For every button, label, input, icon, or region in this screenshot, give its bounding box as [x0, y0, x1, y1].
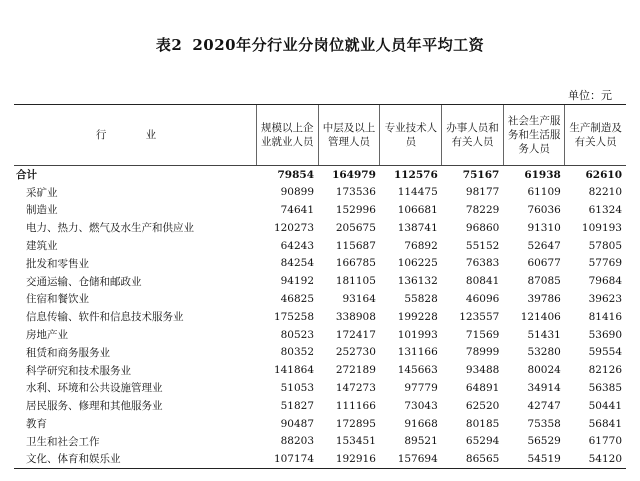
wage-cell: 109193	[581, 221, 622, 234]
wage-cell: 192916	[318, 450, 380, 468]
table-row	[14, 361, 626, 379]
table-row	[14, 237, 626, 255]
wage-cell: 82210	[588, 186, 622, 199]
table-row	[14, 432, 626, 450]
wage-cell: 166785	[335, 257, 376, 270]
unit-label: 单位：元	[568, 89, 612, 102]
wage-cell: 61938	[524, 168, 561, 181]
wage-cell: 65294	[465, 435, 500, 448]
wage-cell: 62520	[465, 399, 500, 412]
industry-name: 房地产业	[26, 329, 68, 342]
header-row	[14, 105, 626, 166]
table-row	[14, 219, 626, 237]
wage-cell: 88203	[280, 435, 315, 448]
table-number: 表2	[155, 36, 183, 54]
wage-cell: 93488	[465, 364, 500, 377]
wage-cell: 90487	[280, 417, 315, 430]
wage-cell: 46825	[280, 292, 315, 305]
wage-cell: 51431	[527, 328, 561, 341]
wage-cell: 98177	[465, 186, 500, 199]
wage-cell: 76036	[527, 203, 561, 216]
wage-cell: 79854	[277, 168, 315, 181]
wage-cell: 71569	[465, 328, 500, 341]
wage-cell: 131166	[397, 346, 438, 359]
wage-cell: 80185	[465, 417, 500, 430]
table-row	[14, 201, 626, 219]
wage-cell: 60677	[527, 257, 561, 270]
wage-cell: 39623	[588, 292, 622, 305]
wage-cell: 91310	[527, 221, 561, 234]
wage-cell: 50441	[588, 399, 622, 412]
wage-cell: 181105	[335, 275, 376, 288]
wage-cell: 54120	[565, 450, 626, 468]
wage-cell: 62610	[585, 168, 622, 181]
wage-cell: 111166	[335, 399, 376, 412]
industry-name: 租赁和商务服务业	[26, 346, 110, 359]
header-clerks: 办事人员和有关人员	[442, 105, 504, 166]
wage-cell: 164979	[332, 168, 376, 181]
table-row	[14, 450, 626, 468]
wage-table	[14, 104, 626, 469]
wage-cell: 57769	[588, 257, 622, 270]
wage-cell: 91668	[404, 417, 438, 430]
wage-cell: 64243	[280, 239, 315, 252]
table-row	[14, 343, 626, 361]
wage-cell: 106225	[397, 257, 438, 270]
wage-cell: 205675	[335, 221, 376, 234]
industry-name: 采矿业	[26, 186, 58, 199]
industry-name: 交通运输、仓储和邮政业	[26, 275, 142, 288]
wage-cell: 153451	[335, 435, 376, 448]
industry-name: 建筑业	[26, 240, 58, 253]
industry-name: 居民服务、修理和其他服务业	[26, 400, 163, 413]
wage-cell: 55828	[404, 292, 438, 305]
wage-cell: 78999	[465, 346, 500, 359]
industry-name: 卫生和社会工作	[26, 435, 100, 448]
table-row-total	[14, 166, 626, 184]
industry-name: 科学研究和技术服务业	[26, 364, 131, 377]
table-body	[14, 166, 626, 469]
industry-name: 住宿和餐饮业	[26, 293, 89, 306]
wage-cell: 173536	[335, 186, 376, 199]
header-service-workers: 社会生产服务和生活服务人员	[503, 105, 565, 166]
wage-cell: 78229	[465, 203, 500, 216]
wage-cell: 81416	[588, 310, 622, 323]
wage-cell: 51053	[280, 381, 315, 394]
table-row	[14, 272, 626, 290]
table-row	[14, 183, 626, 201]
wage-cell: 53690	[588, 328, 622, 341]
wage-cell: 145663	[397, 364, 438, 377]
wage-cell: 172417	[335, 328, 376, 341]
table-row	[14, 397, 626, 415]
wage-cell: 252730	[335, 346, 376, 359]
wage-cell: 90899	[280, 186, 315, 199]
table-row	[14, 415, 626, 433]
industry-name: 批发和零售业	[26, 257, 89, 270]
wage-cell: 338908	[335, 310, 376, 323]
wage-cell: 75358	[527, 417, 561, 430]
wage-cell: 97779	[404, 381, 438, 394]
industry-name: 电力、热力、燃气及水生产和供应业	[26, 222, 194, 235]
wage-cell: 157694	[380, 450, 442, 468]
wage-cell: 64891	[465, 381, 500, 394]
wage-cell: 39786	[527, 292, 561, 305]
wage-cell: 107174	[257, 450, 319, 468]
wage-cell: 80024	[527, 364, 561, 377]
wage-cell: 75167	[462, 168, 500, 181]
wage-cell: 93164	[342, 292, 376, 305]
wage-cell: 89521	[404, 435, 438, 448]
wage-cell: 55152	[465, 239, 500, 252]
wage-cell: 106681	[397, 203, 438, 216]
wage-cell: 74641	[280, 203, 315, 216]
wage-cell: 76892	[404, 239, 438, 252]
wage-cell: 61770	[588, 435, 622, 448]
wage-cell: 136132	[397, 275, 438, 288]
wage-cell: 199228	[397, 310, 438, 323]
table-row	[14, 254, 626, 272]
wage-cell: 123557	[459, 310, 500, 323]
wage-cell: 147273	[335, 381, 376, 394]
wage-cell: 120273	[273, 221, 315, 234]
industry-name: 制造业	[26, 204, 58, 217]
header-managers: 中层及以上管理人员	[318, 105, 380, 166]
wage-cell: 73043	[404, 399, 438, 412]
table-row	[14, 290, 626, 308]
wage-cell: 141864	[273, 364, 315, 377]
wage-cell: 80352	[280, 346, 315, 359]
wage-cell: 56385	[588, 381, 622, 394]
wage-cell: 61109	[527, 186, 561, 199]
wage-cell: 76383	[465, 257, 500, 270]
table-row	[14, 379, 626, 397]
wage-cell: 272189	[335, 364, 376, 377]
wage-cell: 51827	[280, 399, 315, 412]
header-production-workers: 生产制造及有关人员	[565, 105, 626, 166]
wage-cell: 112576	[393, 168, 438, 181]
wage-cell: 80841	[465, 275, 500, 288]
wage-cell: 57805	[588, 239, 622, 252]
wage-cell: 94192	[280, 275, 315, 288]
wage-cell: 172895	[335, 417, 376, 430]
wage-cell: 86565	[442, 450, 504, 468]
table-row	[14, 308, 626, 326]
table-row	[14, 326, 626, 344]
industry-name: 水利、环境和公共设施管理业	[26, 382, 163, 395]
wage-cell: 59554	[588, 346, 622, 359]
wage-cell: 80523	[280, 328, 315, 341]
wage-cell: 82126	[588, 364, 622, 377]
wage-cell: 84254	[280, 257, 315, 270]
wage-cell: 42747	[527, 399, 561, 412]
industry-name: 信息传输、软件和信息技术服务业	[26, 311, 184, 324]
wage-cell: 121406	[520, 310, 561, 323]
industry-name: 文化、体育和娱乐业	[14, 450, 257, 468]
industry-name: 合计	[16, 169, 37, 182]
wage-cell: 46096	[465, 292, 500, 305]
header-all-employees: 规模以上企业就业人员	[257, 105, 319, 166]
wage-cell: 61324	[588, 203, 622, 216]
wage-cell: 53280	[527, 346, 561, 359]
wage-cell: 175258	[273, 310, 315, 323]
wage-cell: 79684	[588, 275, 622, 288]
wage-cell: 152996	[335, 203, 376, 216]
wage-cell: 138741	[397, 221, 438, 234]
wage-cell: 56841	[588, 417, 622, 430]
wage-cell: 56529	[527, 435, 561, 448]
wage-cell: 87085	[527, 275, 561, 288]
wage-cell: 34914	[527, 381, 561, 394]
wage-cell: 54519	[503, 450, 565, 468]
table-title-text: 2020年分行业分岗位就业人员年平均工资	[192, 36, 485, 54]
wage-cell: 114475	[397, 186, 438, 199]
table-title	[0, 34, 640, 55]
industry-name: 教育	[26, 418, 47, 431]
wage-cell: 96860	[465, 221, 500, 234]
header-industry: 行 业	[14, 105, 257, 166]
wage-cell: 101993	[397, 328, 438, 341]
wage-cell: 115687	[335, 239, 376, 252]
header-professionals: 专业技术人员	[380, 105, 442, 166]
wage-cell: 52647	[527, 239, 561, 252]
